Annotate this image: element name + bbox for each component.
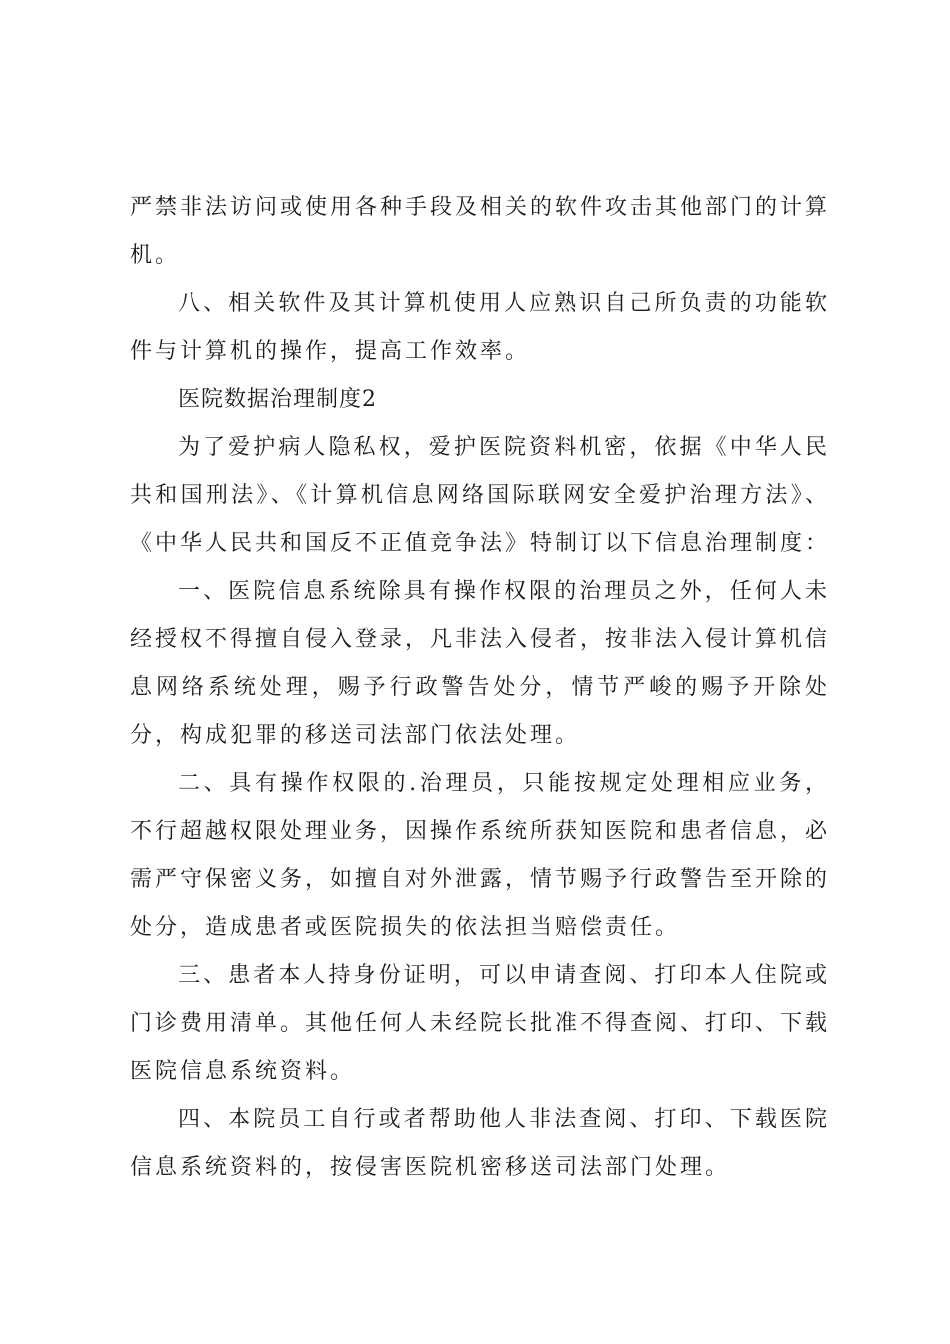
paragraph-item-2: 二、具有操作权限的.治理员，只能按规定处理相应业务，不行超越权限处理业务，因操作系统所获知医院和患者信息，必需严守保密义务，如擅自对外泄露，情节赐予行政警告至开除的处分，造成患者或医院损失的依法担当赔偿责任。 [130, 771, 831, 940]
section-heading: 医院数据治理制度2 [178, 387, 377, 412]
paragraph-item-3: 三、患者本人持身份证明，可以申请查阅、打印本人住院或门诊费用清单。其他任何人未经院长批准不得查阅、打印、下载医院信息系统资料。 [130, 963, 831, 1084]
document-body [130, 184, 830, 1192]
paragraph-intro: 为了爱护病人隐私权，爱护医院资料机密，依据《中华人民共和国刑法》、《计算机信息网络国际联网安全爱护治理方法》、《中华人民共和国反不正值竞争法》特制订以下信息治理制度： [130, 435, 831, 556]
paragraph-item-8: 八、相关软件及其计算机使用人应熟识自己所负责的功能软件与计算机的操作，提高工作效率。 [130, 291, 830, 364]
paragraph-item-4: 四、本院员工自行或者帮助他人非法查阅、打印、下载医院信息系统资料的，按侵害医院机密移送司法部门处理。 [130, 1107, 830, 1180]
paragraph-continuation: 严禁非法访问或使用各种手段及相关的软件攻击其他部门的计算机。 [130, 195, 831, 268]
paragraph-item-1: 一、医院信息系统除具有操作权限的治理员之外，任何人未经授权不得擅自侵入登录，凡非法入侵者，按非法入侵计算机信息网络系统处理，赐予行政警告处分，情节严峻的赐予开除处分，构成犯罪的移送司法部门依法处理。 [130, 579, 831, 748]
